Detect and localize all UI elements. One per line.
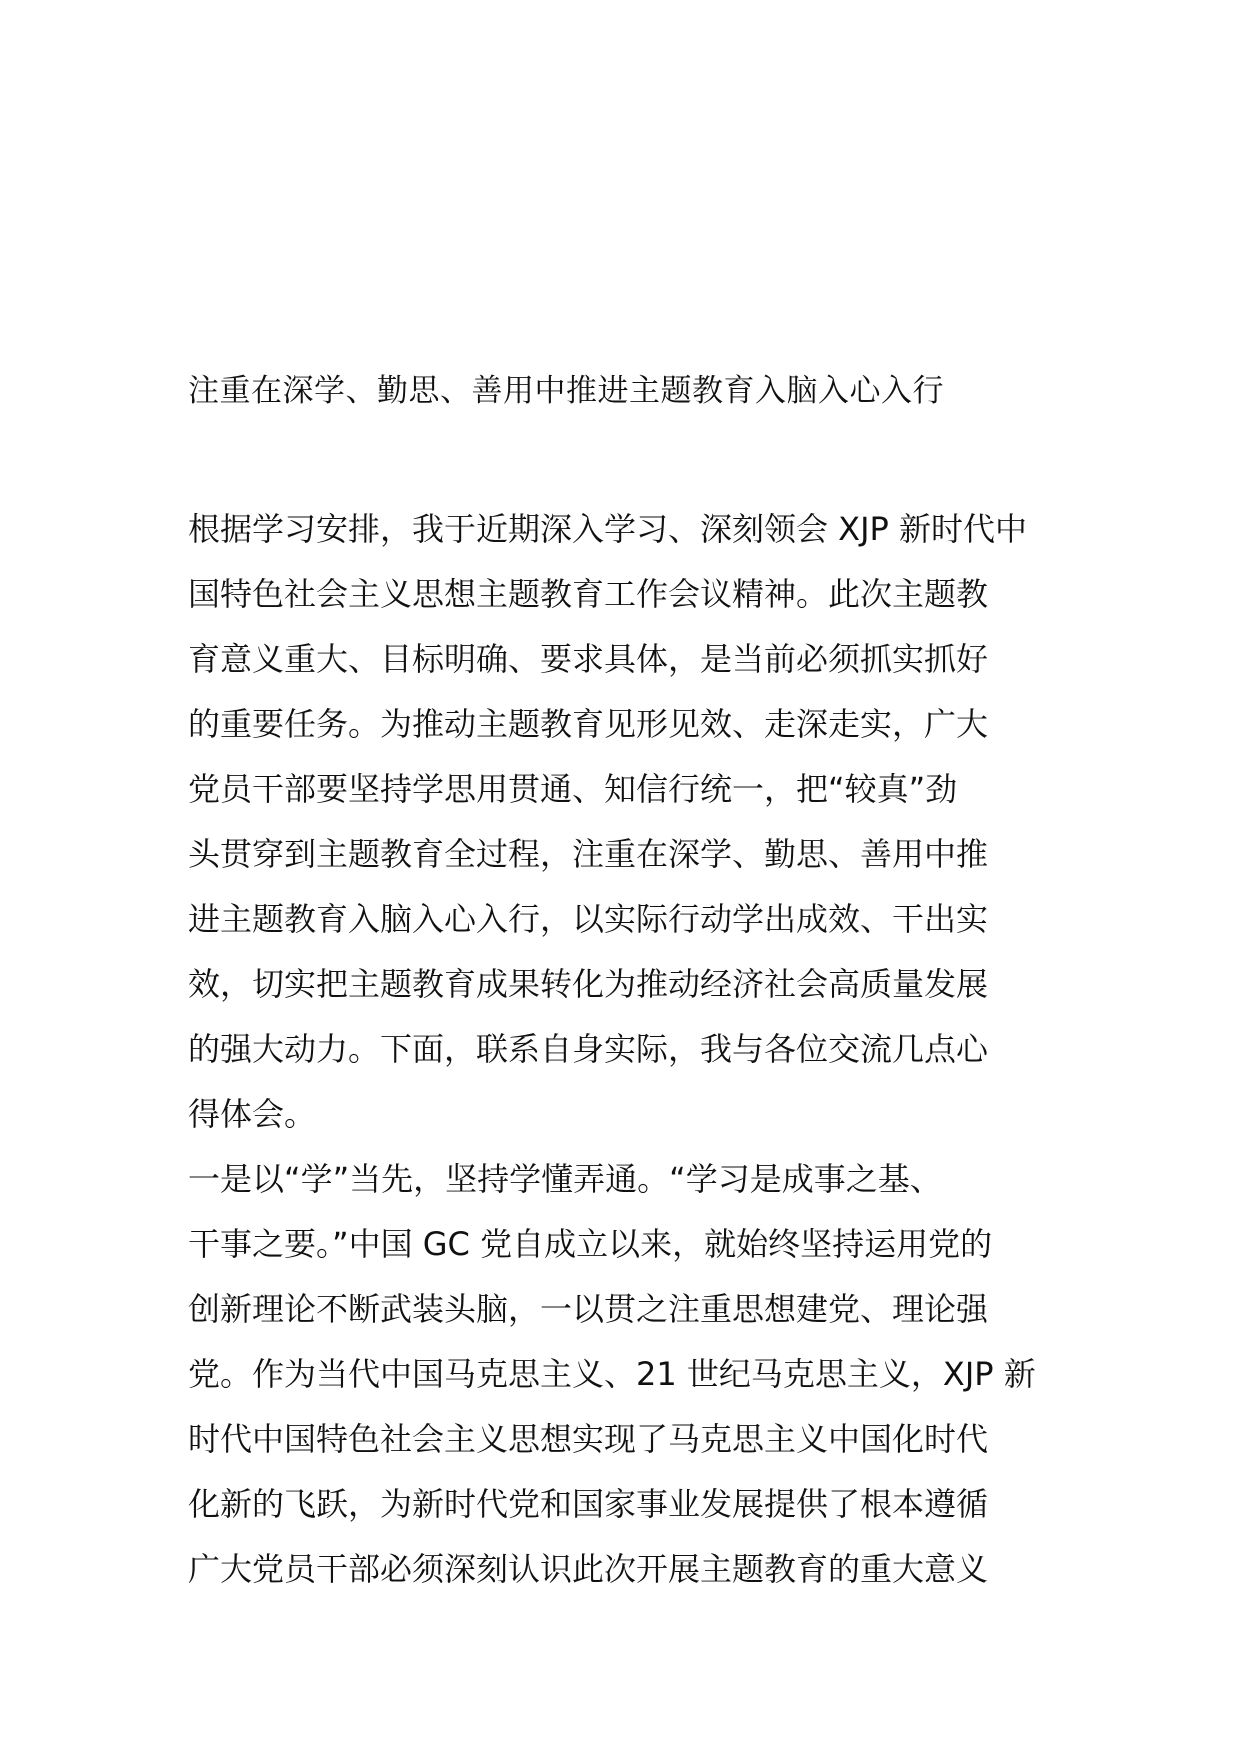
body-line: 得体会。 bbox=[188, 1095, 317, 1133]
document-title: 注重在深学、勤思、善用中推进主题教育入脑入心入行 bbox=[188, 373, 944, 409]
body-line: 创新理论不断武装头脑，一以贯之注重思想建党、理论强 bbox=[188, 1290, 989, 1328]
body-line: 广大党员干部必须深刻认识此次开展主题教育的重大意义 bbox=[188, 1550, 989, 1588]
body-line: 党。作为当代中国马克思主义、21 世纪马克思主义，XJP 新 bbox=[188, 1355, 1036, 1393]
body-line: 国特色社会主义思想主题教育工作会议精神。此次主题教 bbox=[188, 575, 989, 613]
body-line: 一是以“学”当先，坚持学懂弄通。“学习是成事之基、 bbox=[188, 1160, 942, 1198]
body-line: 根据学习安排，我于近期深入学习、深刻领会 XJP 新时代中 bbox=[188, 510, 1028, 548]
document-body bbox=[188, 497, 1058, 1602]
body-line: 头贯穿到主题教育全过程，注重在深学、勤思、善用中推 bbox=[188, 835, 989, 873]
body-line: 效，切实把主题教育成果转化为推动经济社会高质量发展 bbox=[188, 965, 989, 1003]
body-line: 化新的飞跃，为新时代党和国家事业发展提供了根本遵循 bbox=[188, 1485, 989, 1523]
body-line: 的重要任务。为推动主题教育见形见效、走深走实，广大 bbox=[188, 705, 989, 743]
body-line: 党员干部要坚持学思用贯通、知信行统一，把“较真”劲 bbox=[188, 770, 958, 808]
body-line: 时代中国特色社会主义思想实现了马克思主义中国化时代 bbox=[188, 1420, 989, 1458]
body-line: 的强大动力。下面，联系自身实际，我与各位交流几点心 bbox=[188, 1030, 989, 1068]
body-line: 进主题教育入脑入心入行，以实际行动学出成效、干出实 bbox=[188, 900, 989, 938]
body-line: 育意义重大、目标明确、要求具体，是当前必须抓实抓好 bbox=[188, 640, 989, 678]
body-line: 干事之要。”中国 GC 党自成立以来，就始终坚持运用党的 bbox=[188, 1225, 993, 1263]
